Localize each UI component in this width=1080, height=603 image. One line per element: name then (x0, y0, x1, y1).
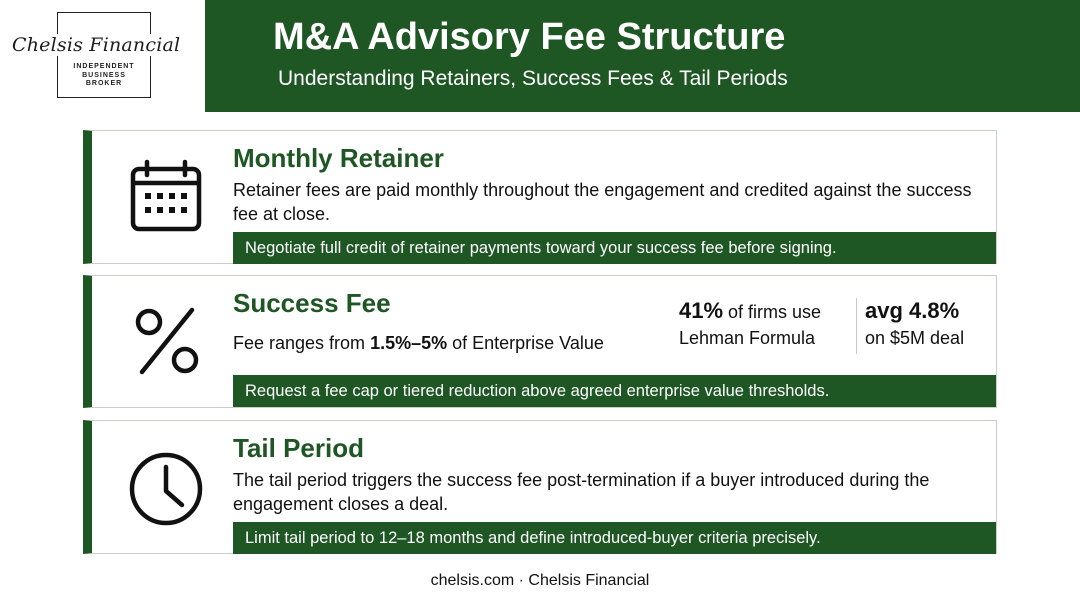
stat-average-fee (865, 298, 964, 351)
percent-icon (132, 306, 202, 381)
stat-label: on $5M deal (865, 328, 965, 348)
fee-range: 1.5%–5% (370, 333, 448, 353)
stat-lehman-share (679, 298, 821, 351)
card-tip-banner: Limit tail period to 12–18 months and define introduced-buyer criteria precisely. (233, 522, 996, 554)
card-description: Retainer fees are paid monthly throughout the engagement and credited against the success fee at close. (233, 180, 972, 224)
description-suffix: of Enterprise Value (447, 333, 604, 353)
page-subtitle: Understanding Retainers, Success Fees & Tail Periods (278, 67, 788, 90)
page-title: M&A Advisory Fee Structure (273, 16, 786, 58)
logo-wordmark: Chelsis Financial (10, 34, 204, 56)
stat-label: of firms use (723, 302, 822, 322)
calendar-icon (128, 159, 204, 240)
logo-tagline-line: BUSINESS (82, 71, 126, 79)
stat-value: avg 4.8% (865, 298, 960, 323)
card-title: Success Fee (233, 288, 391, 318)
footer-credit: chelsis.com · Chelsis Financial (430, 572, 650, 589)
card-description (233, 331, 673, 355)
stat-divider (856, 298, 857, 354)
card-title: Tail Period (233, 433, 364, 463)
stat-value: 41% (679, 298, 724, 323)
logo-tagline-line: INDEPENDENT (73, 63, 135, 70)
stat-label: Lehman Formula (679, 328, 816, 348)
card-success-fee (83, 275, 997, 408)
card-tip-banner: Request a fee cap or tiered reduction above agreed enterprise value thresholds. (233, 375, 996, 407)
logo-tagline-line: BROKER (85, 80, 123, 87)
card-monthly-retainer (83, 130, 997, 264)
description-prefix: Fee ranges from (233, 333, 371, 353)
card-tail-period (83, 420, 997, 554)
card-title: Monthly Retainer (233, 143, 444, 173)
logo-tagline (57, 63, 151, 89)
card-tip-banner: Negotiate full credit of retainer payments toward your success fee before signing. (233, 232, 996, 264)
clock-icon (128, 451, 204, 532)
card-description: The tail period triggers the success fee post-termination if a buyer introduced during the engagement closes a deal. (233, 470, 930, 514)
